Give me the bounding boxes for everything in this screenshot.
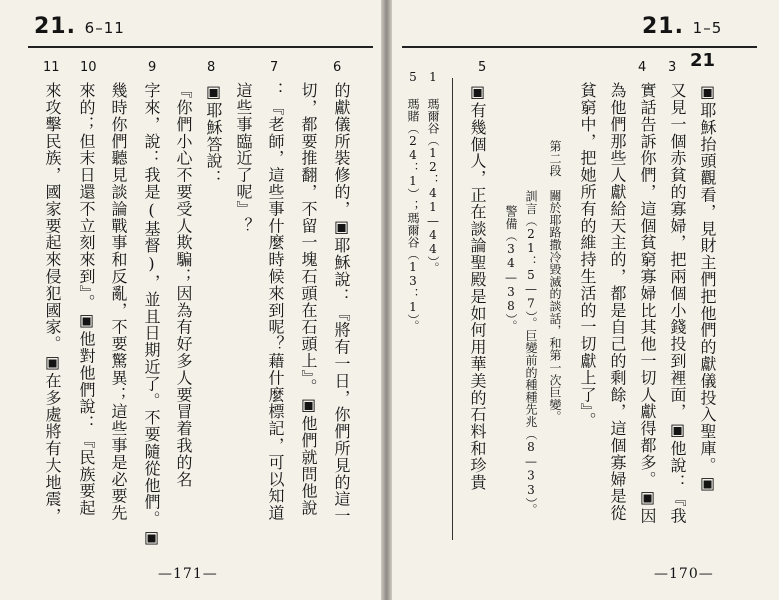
right-running-head xyxy=(642,14,722,39)
text-column: 來攻擊民族，國家要起來侵犯國家。▣在多處將有大地震， xyxy=(43,82,62,525)
text-column: 又見一個赤貧的寡婦，把兩個小錢投到裡面，▣他說：『我 xyxy=(668,82,687,525)
verse-number: 11 xyxy=(43,60,60,75)
verse-number: 7 xyxy=(270,60,279,75)
verse-number: 9 xyxy=(148,60,157,75)
text-column: ▣耶穌答說： xyxy=(204,82,223,187)
verse-number: 8 xyxy=(207,60,216,75)
left-running-head xyxy=(34,14,125,39)
section-outline: 訓言（21：5—7）。巨變前的種種先兆（8—33）。 xyxy=(524,190,538,516)
verse-number: 6 xyxy=(333,60,342,75)
text-column: 這些事臨近了呢』？ xyxy=(234,82,253,235)
text-column: 的獻儀所裝修的，▣耶穌說：『將有一日，你們所見的這一 xyxy=(332,82,351,525)
verse-number: 5 xyxy=(478,60,487,75)
text-column: 貧窮中，把她所有的維持生活的一切獻上了』。 xyxy=(578,82,597,429)
cross-reference: 5 瑪賭（24：1）；瑪爾谷（13：1）。 xyxy=(406,70,420,332)
page-number: —171— xyxy=(158,566,218,582)
chapter-mark: 21 xyxy=(690,50,716,71)
text-column: 來的；但末日還不立刻來到』。▣他對他們說：『民族要起 xyxy=(77,82,96,517)
cross-reference: 1 瑪爾谷（12：41—44）。 xyxy=(426,70,440,274)
footnote-divider xyxy=(452,78,453,540)
text-column: 幾時你們聽見談論戰事和反亂，不要驚異；這些事是必要先 xyxy=(109,82,128,522)
section-outline: 警備（34—38）。 xyxy=(504,205,518,332)
page-number: —170— xyxy=(654,566,714,582)
right-chapter-number: 21. xyxy=(642,14,684,39)
text-column: 為他們那些人獻給天主的，都是自己的剩餘，這個寡婦是從 xyxy=(608,82,627,522)
right-page xyxy=(392,0,779,600)
text-column: 『你們小心不要受人欺騙；因為有好多人要冒着我的名 xyxy=(174,82,193,488)
text-column: 字來，說：我是(基督)，並且日期近了。不要隨從他們。▣ xyxy=(142,82,161,548)
text-column: ：『老師，這些事什麼時候來到呢？藉什麼標記，可以知道 xyxy=(266,82,285,522)
text-column: 實話告訴你們，這個貧窮寡婦比其他一切人獻得都多。▣因 xyxy=(638,82,657,525)
left-chapter-number: 21. xyxy=(34,14,76,39)
left-page xyxy=(0,0,381,600)
text-column: 切，都要推翻，不留一塊石頭在石頭上』。▣他們就問他說 xyxy=(299,82,318,517)
text-column: ▣耶穌抬頭觀看，見財主們把他們的獻儀投入聖庫。▣ xyxy=(698,82,717,494)
verse-number: 3 xyxy=(668,60,677,75)
section-heading: 第二段 關於耶路撒冷毀滅的談話，和第一次巨變。 xyxy=(548,140,562,423)
book-gutter xyxy=(381,0,392,600)
text-column: ▣有幾個人，正在談論聖殿是如何用華美的石料和珍貴 xyxy=(468,82,487,491)
left-verse-range: 6–11 xyxy=(84,19,125,37)
verse-number: 4 xyxy=(638,60,647,75)
left-header-rule xyxy=(28,46,373,48)
right-header-rule xyxy=(402,46,757,48)
verse-number: 10 xyxy=(80,60,97,75)
right-verse-range: 1–5 xyxy=(692,19,723,37)
